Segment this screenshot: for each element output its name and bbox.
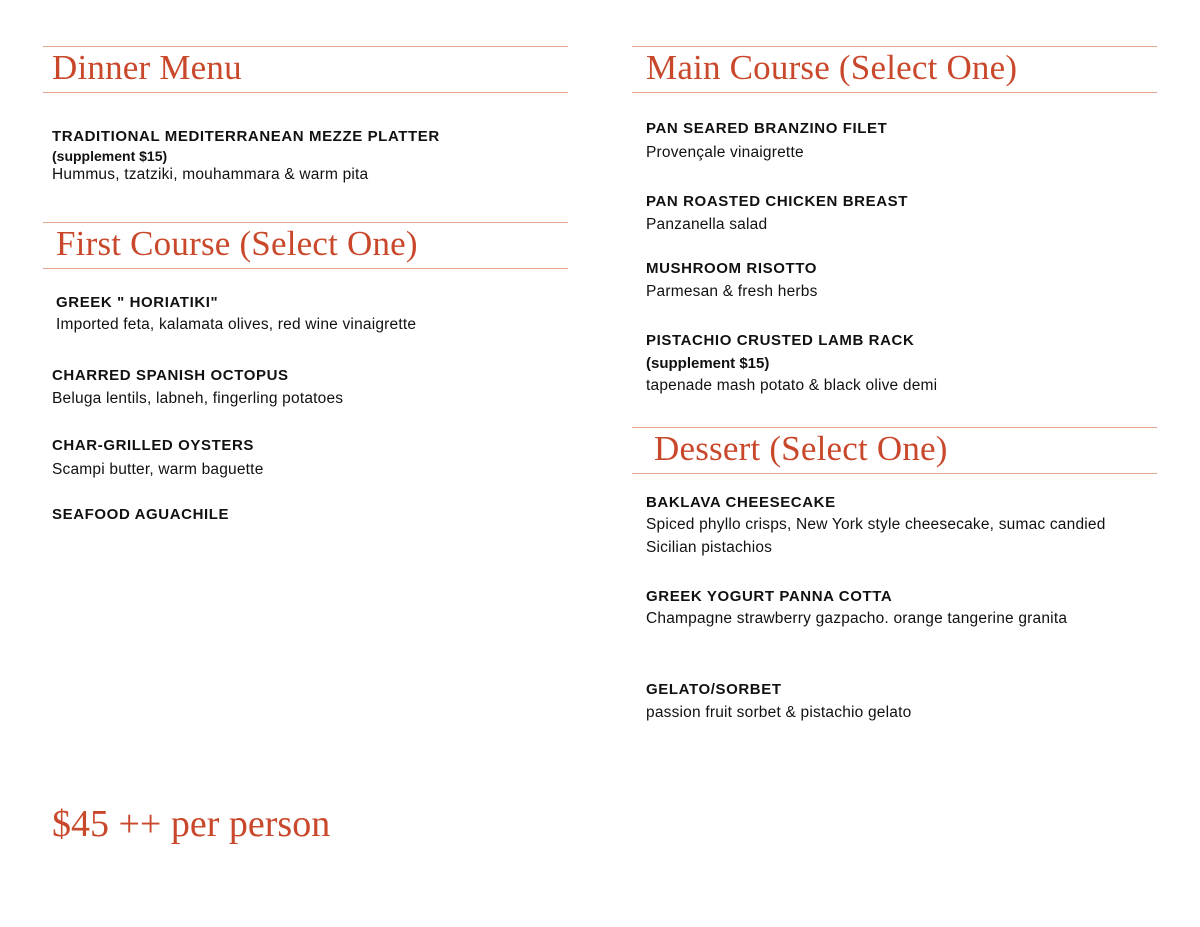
- divider: [43, 46, 568, 47]
- item-desc: passion fruit sorbet & pistachio gelato: [646, 704, 912, 721]
- item-desc: Provençale vinaigrette: [646, 144, 804, 161]
- item-desc: tapenade mash potato & black olive demi: [646, 377, 938, 394]
- divider: [632, 92, 1157, 93]
- divider: [43, 268, 568, 269]
- item-desc: Hummus, tzatziki, mouhammara & warm pita: [52, 166, 369, 183]
- divider: [43, 222, 568, 223]
- divider: [632, 473, 1157, 474]
- item-note: (supplement $15): [646, 355, 770, 372]
- item-name: SEAFOOD AGUACHILE: [52, 506, 230, 523]
- item-name: PAN SEARED BRANZINO FILET: [646, 120, 888, 137]
- item-note: (supplement $15): [52, 148, 168, 164]
- item-desc: Champagne strawberry gazpacho. orange tangerine granita: [646, 610, 1068, 627]
- dessert-title: Dessert (Select One): [654, 429, 948, 468]
- divider: [43, 92, 568, 93]
- item-name: GREEK " HORIATIKI": [56, 294, 219, 311]
- divider: [632, 427, 1157, 428]
- item-desc: Panzanella salad: [646, 216, 768, 233]
- item-name: PISTACHIO CRUSTED LAMB RACK: [646, 332, 915, 349]
- item-name: GREEK YOGURT PANNA COTTA: [646, 588, 893, 605]
- item-name: CHAR-GRILLED OYSTERS: [52, 437, 255, 454]
- item-desc: Scampi butter, warm baguette: [52, 461, 264, 478]
- main-course-title: Main Course (Select One): [646, 48, 1018, 87]
- divider: [632, 46, 1157, 47]
- item-desc: Parmesan & fresh herbs: [646, 283, 818, 300]
- item-desc: Imported feta, kalamata olives, red wine vinaigrette: [56, 316, 417, 333]
- dinner-menu-title: Dinner Menu: [52, 48, 242, 87]
- item-name: CHARRED SPANISH OCTOPUS: [52, 367, 289, 384]
- item-name: TRADITIONAL MEDITERRANEAN MEZZE PLATTER: [52, 128, 440, 145]
- first-course-title: First Course (Select One): [56, 224, 418, 263]
- item-name: MUSHROOM RISOTTO: [646, 260, 817, 277]
- item-desc: Spiced phyllo crisps, New York style cheesecake, sumac candied Sicilian pistachios: [646, 516, 1106, 556]
- item-name: BAKLAVA CHEESECAKE: [646, 494, 836, 511]
- price: $45 ++ per person: [52, 803, 331, 845]
- item-name: PAN ROASTED CHICKEN BREAST: [646, 193, 909, 210]
- item-name: GELATO/SORBET: [646, 681, 782, 698]
- item-desc: Beluga lentils, labneh, fingerling potatoes: [52, 390, 344, 407]
